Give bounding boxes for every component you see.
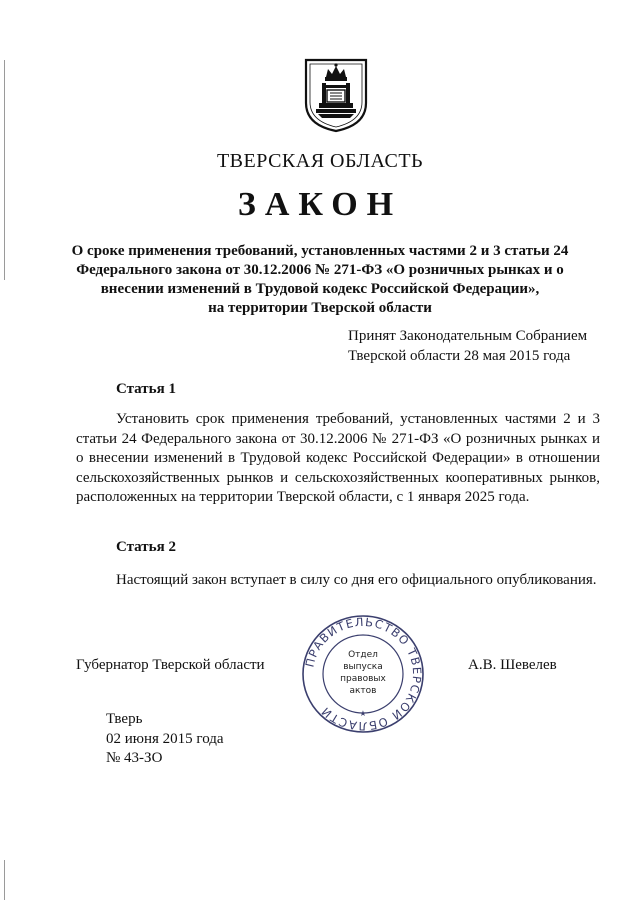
article-2-text: Настоящий закон вступает в силу со дня его официального опубликования. [116, 572, 597, 588]
stamp-center-line: Отдел [348, 650, 378, 660]
law-subtitle [60, 242, 580, 318]
stamp-center-line: выпуска [343, 662, 383, 672]
article-1-heading: Статья 1 [116, 381, 176, 397]
article-2-heading: Статья 2 [116, 539, 176, 555]
signatory-name: А.В. Шевелев [468, 657, 557, 673]
adoption-line: Тверской области 28 мая 2015 года [348, 348, 571, 364]
subtitle-line: на территории Тверской области [208, 300, 432, 316]
issue-city: Тверь [106, 711, 143, 727]
adoption-note [348, 326, 587, 366]
coat-of-arms-icon [303, 57, 369, 133]
subtitle-line: Федерального закона от 30.12.2006 № 271-ФЗ «О розничных рынках и о [76, 262, 564, 278]
region-name: ТВЕРСКАЯ ОБЛАСТЬ [216, 150, 424, 172]
stamp-star-icon: ★ [359, 709, 367, 718]
article-1-text: Установить срок применения требований, установленных частями 2 и 3 статьи 24 Федерального закона от 30.12.2006 № 271-ФЗ «О розничных рынках и о внесении изменений в Трудовой кодекс Российской Федерации» в отношении сельскохозяйственных рынков и сельскохозяйственных кооперативных рынков, расположенных на территории Тверской области, с 1 января 2025 года. [76, 411, 600, 505]
scan-edge-mark-bottom [4, 860, 5, 900]
adoption-line: Принят Законодательным Собранием [348, 328, 588, 344]
document-type-title: ЗАКОН [237, 186, 403, 223]
signatory-title: Губернатор Тверской области [76, 657, 265, 673]
stamp-ring-text: ПРАВИТЕЛЬСТВО ТВЕРСКОЙ ОБЛАСТИ [302, 614, 425, 734]
stamp-center-line: правовых [340, 674, 386, 684]
subtitle-line: внесении изменений в Трудовой кодекс Российской Федерации», [100, 281, 540, 297]
issue-date: 02 июня 2015 года [106, 730, 224, 747]
law-number: № 43-ЗО [106, 750, 163, 766]
subtitle-line: О сроке применения требований, установленных частями 2 и 3 статьи 24 [71, 243, 569, 259]
stamp-center-line: актов [349, 686, 377, 696]
document-footer [106, 710, 224, 769]
official-stamp [299, 612, 427, 736]
